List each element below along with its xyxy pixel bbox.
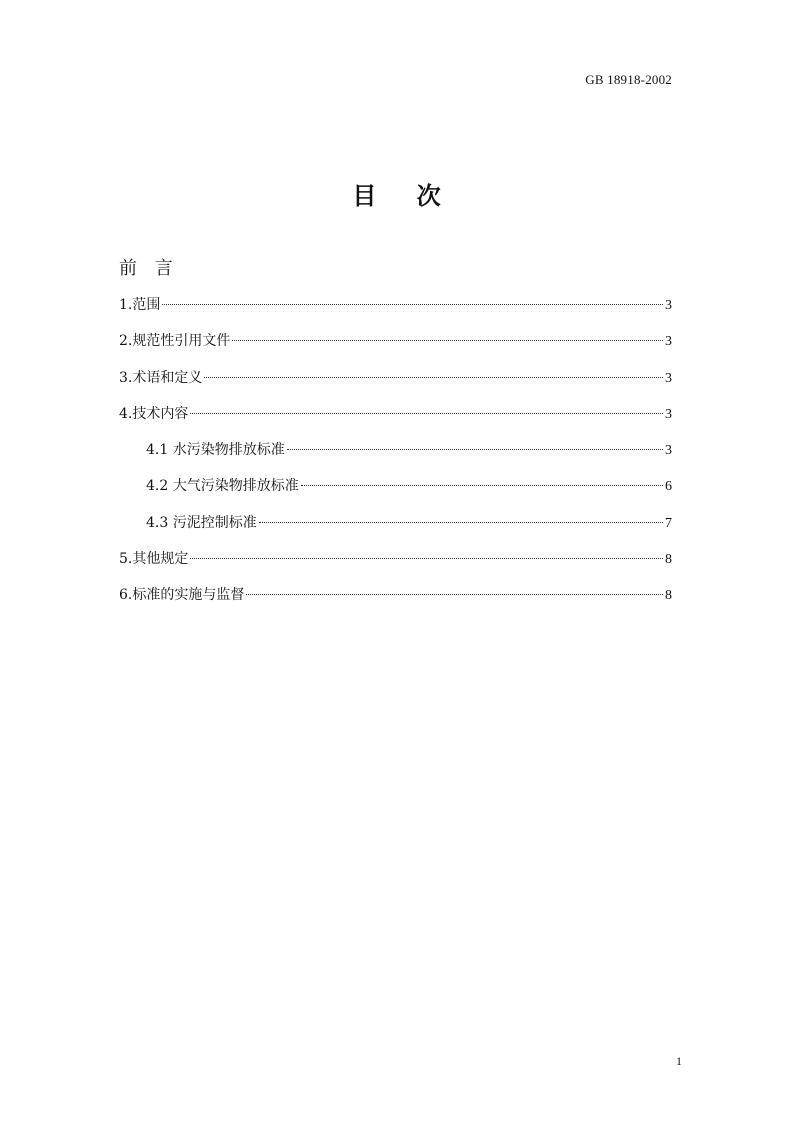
- toc-entry-page: 6: [665, 479, 672, 495]
- toc-leader-dots: [301, 485, 663, 486]
- toc-list: [119, 294, 672, 621]
- toc-entry-implementation-supervision[interactable]: [119, 584, 672, 620]
- toc-entry-scope[interactable]: [119, 294, 672, 330]
- toc-entry-page: 3: [665, 443, 672, 459]
- toc-entry-label: 5.其他规定: [119, 551, 189, 568]
- toc-entry-other-provisions[interactable]: [119, 548, 672, 584]
- toc-leader-dots: [204, 377, 663, 378]
- toc-preface-link[interactable]: 前 言: [119, 258, 179, 279]
- toc-entry-water-pollutant[interactable]: [119, 439, 672, 475]
- toc-leader-dots: [190, 413, 663, 414]
- toc-entry-terms-definitions[interactable]: [119, 367, 672, 403]
- toc-entry-page: 8: [665, 588, 672, 604]
- toc-entry-label: 4.技术内容: [119, 405, 189, 422]
- toc-entry-label: 2.规范性引用文件: [119, 333, 231, 350]
- toc-leader-dots: [246, 594, 663, 595]
- toc-entry-page: 3: [665, 334, 672, 350]
- toc-leader-dots: [259, 522, 663, 523]
- toc-entry-page: 8: [665, 552, 672, 568]
- toc-leader-dots: [162, 304, 663, 305]
- toc-entry-label: 3.术语和定义: [119, 369, 203, 386]
- toc-entry-technical-content[interactable]: [119, 403, 672, 439]
- toc-title: 目 次: [352, 181, 457, 210]
- toc-leader-dots: [190, 558, 663, 559]
- toc-entry-air-pollutant[interactable]: [119, 475, 672, 511]
- toc-entry-label: 4.3 污泥控制标准: [146, 514, 257, 531]
- toc-entry-page: 3: [665, 370, 672, 386]
- toc-entry-page: 3: [665, 406, 672, 422]
- toc-entry-label: 4.1 水污染物排放标准: [146, 442, 285, 459]
- toc-leader-dots: [287, 449, 663, 450]
- toc-entry-normative-references[interactable]: [119, 330, 672, 366]
- toc-entry-label: 6.标准的实施与监督: [119, 587, 245, 604]
- toc-entry-sludge-control[interactable]: [119, 512, 672, 548]
- toc-entry-label: 1.范围: [119, 297, 161, 313]
- standard-code: GB 18918-2002: [585, 72, 672, 87]
- toc-entry-page: 3: [665, 298, 672, 313]
- toc-leader-dots: [232, 340, 663, 341]
- toc-entry-page: 7: [665, 515, 672, 531]
- toc-entry-label: 4.2 大气污染物排放标准: [146, 478, 299, 495]
- page-number: 1: [676, 1054, 682, 1068]
